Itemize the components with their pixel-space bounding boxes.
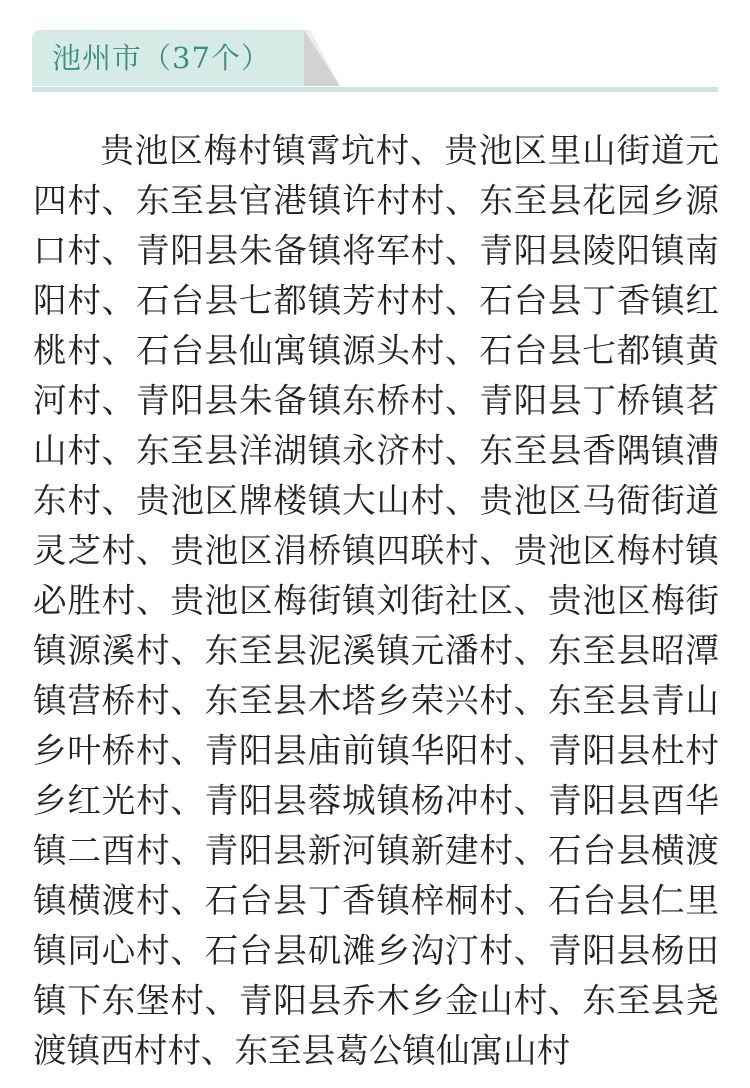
tab-corner-fold [304,30,340,86]
tab-corner-highlight [304,30,340,86]
section-header [32,30,718,94]
header-rule [32,87,718,92]
section-title: 池州市（37个） [52,40,271,75]
village-list-paragraph: 贵池区梅村镇霄坑村、贵池区里山街道元四村、东至县官港镇许村村、东至县花园乡源口村、青阳县朱备镇将军村、青阳县陵阳镇南阳村、石台县七都镇芳村村、石台县丁香镇红桃村、石台县仙寓镇源头村、石台县七都镇黄河村、青阳县朱备镇东桥村、青阳县丁桥镇茗山村、东至县洋湖镇永济村、东至县香隅镇漕东村、贵池区牌楼镇大山村、贵池区马衙街道灵芝村、贵池区涓桥镇四联村、贵池区梅村镇必胜村、贵池区梅街镇刘街社区、贵池区梅街镇源溪村、东至县泥溪镇元潘村、东至县昭潭镇营桥村、东至县木塔乡荣兴村、东至县青山乡叶桥村、青阳县庙前镇华阳村、青阳县杜村乡红光村、青阳县蓉城镇杨冲村、青阳县酉华镇二酉村、青阳县新河镇新建村、石台县横渡镇横渡村、石台县丁香镇梓桐村、石台县仁里镇同心村、石台县矶滩乡沟汀村、青阳县杨田镇下东堡村、青阳县乔木乡金山村、东至县尧渡镇西村村、东至县葛公镇仙寓山村 [33,131,719,1070]
section-tab [32,30,304,86]
